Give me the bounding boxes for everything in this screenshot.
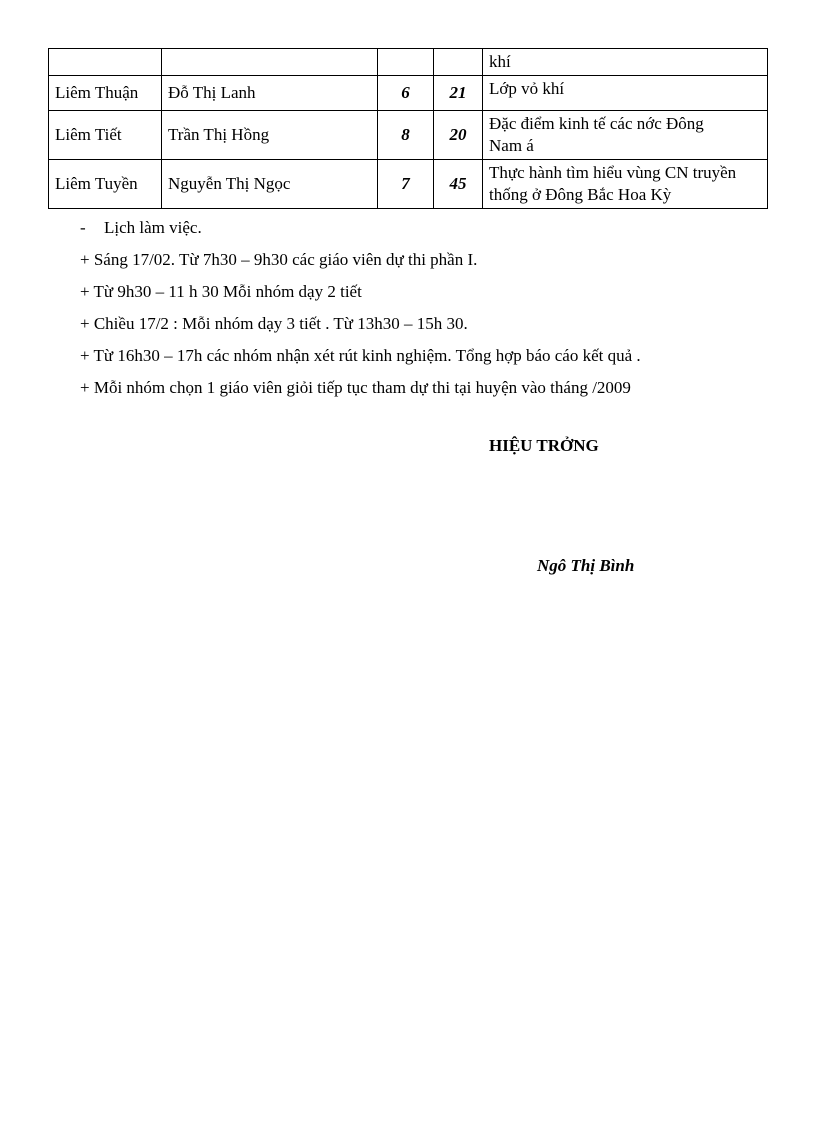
lesson-cell: 45 <box>434 160 483 209</box>
table-row <box>49 111 768 160</box>
note-line: + Từ 9h30 – 11 h 30 Mỗi nhóm dạy 2 tiết <box>80 282 362 301</box>
grade-cell: 6 <box>378 76 434 111</box>
topic-line: Nam á <box>489 136 534 155</box>
lesson-cell: 21 <box>434 76 483 111</box>
signer-name: Ngô Thị Bình <box>537 556 635 575</box>
lesson-cell <box>434 49 483 76</box>
schedule-notes <box>80 212 780 404</box>
school-cell: Liêm Thuận <box>49 76 162 111</box>
schedule-table <box>48 48 768 209</box>
notes-heading-text: Lịch làm việc. <box>104 218 202 237</box>
teacher-cell: Đỗ Thị Lanh <box>162 76 378 111</box>
lesson-cell: 20 <box>434 111 483 160</box>
teacher-cell: Trần Thị Hồng <box>162 111 378 160</box>
topic-cell <box>483 111 768 160</box>
note-line: + Chiều 17/2 : Mỗi nhóm dạy 3 tiết . Từ 13h30 – 15h 30. <box>80 314 468 333</box>
school-cell: Liêm Tiết <box>49 111 162 160</box>
notes-heading <box>80 212 780 244</box>
note-line: + Sáng 17/02. Từ 7h30 – 9h30 các giáo viên dự thi phần I. <box>80 250 478 269</box>
topic-line: Lớp vỏ khí <box>489 79 565 98</box>
topic-cell <box>483 160 768 209</box>
topic-cell <box>483 49 768 76</box>
signature-title: HIỆU TRỞNG <box>489 436 599 455</box>
grade-cell: 8 <box>378 111 434 160</box>
topic-line: thống ở Đông Bắc Hoa Kỳ <box>489 185 672 204</box>
topic-line: khí <box>489 52 511 71</box>
table-row <box>49 76 768 111</box>
topic-line: Thực hành tìm hiểu vùng CN truyền <box>489 163 737 182</box>
dash-bullet: - <box>80 218 86 237</box>
grade-cell: 7 <box>378 160 434 209</box>
school-cell <box>49 49 162 76</box>
teacher-cell: Nguyễn Thị Ngọc <box>162 160 378 209</box>
table-row <box>49 49 768 76</box>
topic-line: Đặc điểm kinh tế các nớc Đông <box>489 114 704 133</box>
school-cell: Liêm Tuyền <box>49 160 162 209</box>
table-row <box>49 160 768 209</box>
grade-cell <box>378 49 434 76</box>
topic-cell <box>483 76 768 111</box>
note-line: + Từ 16h30 – 17h các nhóm nhận xét rút kinh nghiệm. Tổng hợp báo cáo kết quả . <box>80 346 641 365</box>
teacher-cell <box>162 49 378 76</box>
note-line: + Mỗi nhóm chọn 1 giáo viên giỏi tiếp tục tham dự thi tại huyện vào tháng /2009 <box>80 378 631 397</box>
